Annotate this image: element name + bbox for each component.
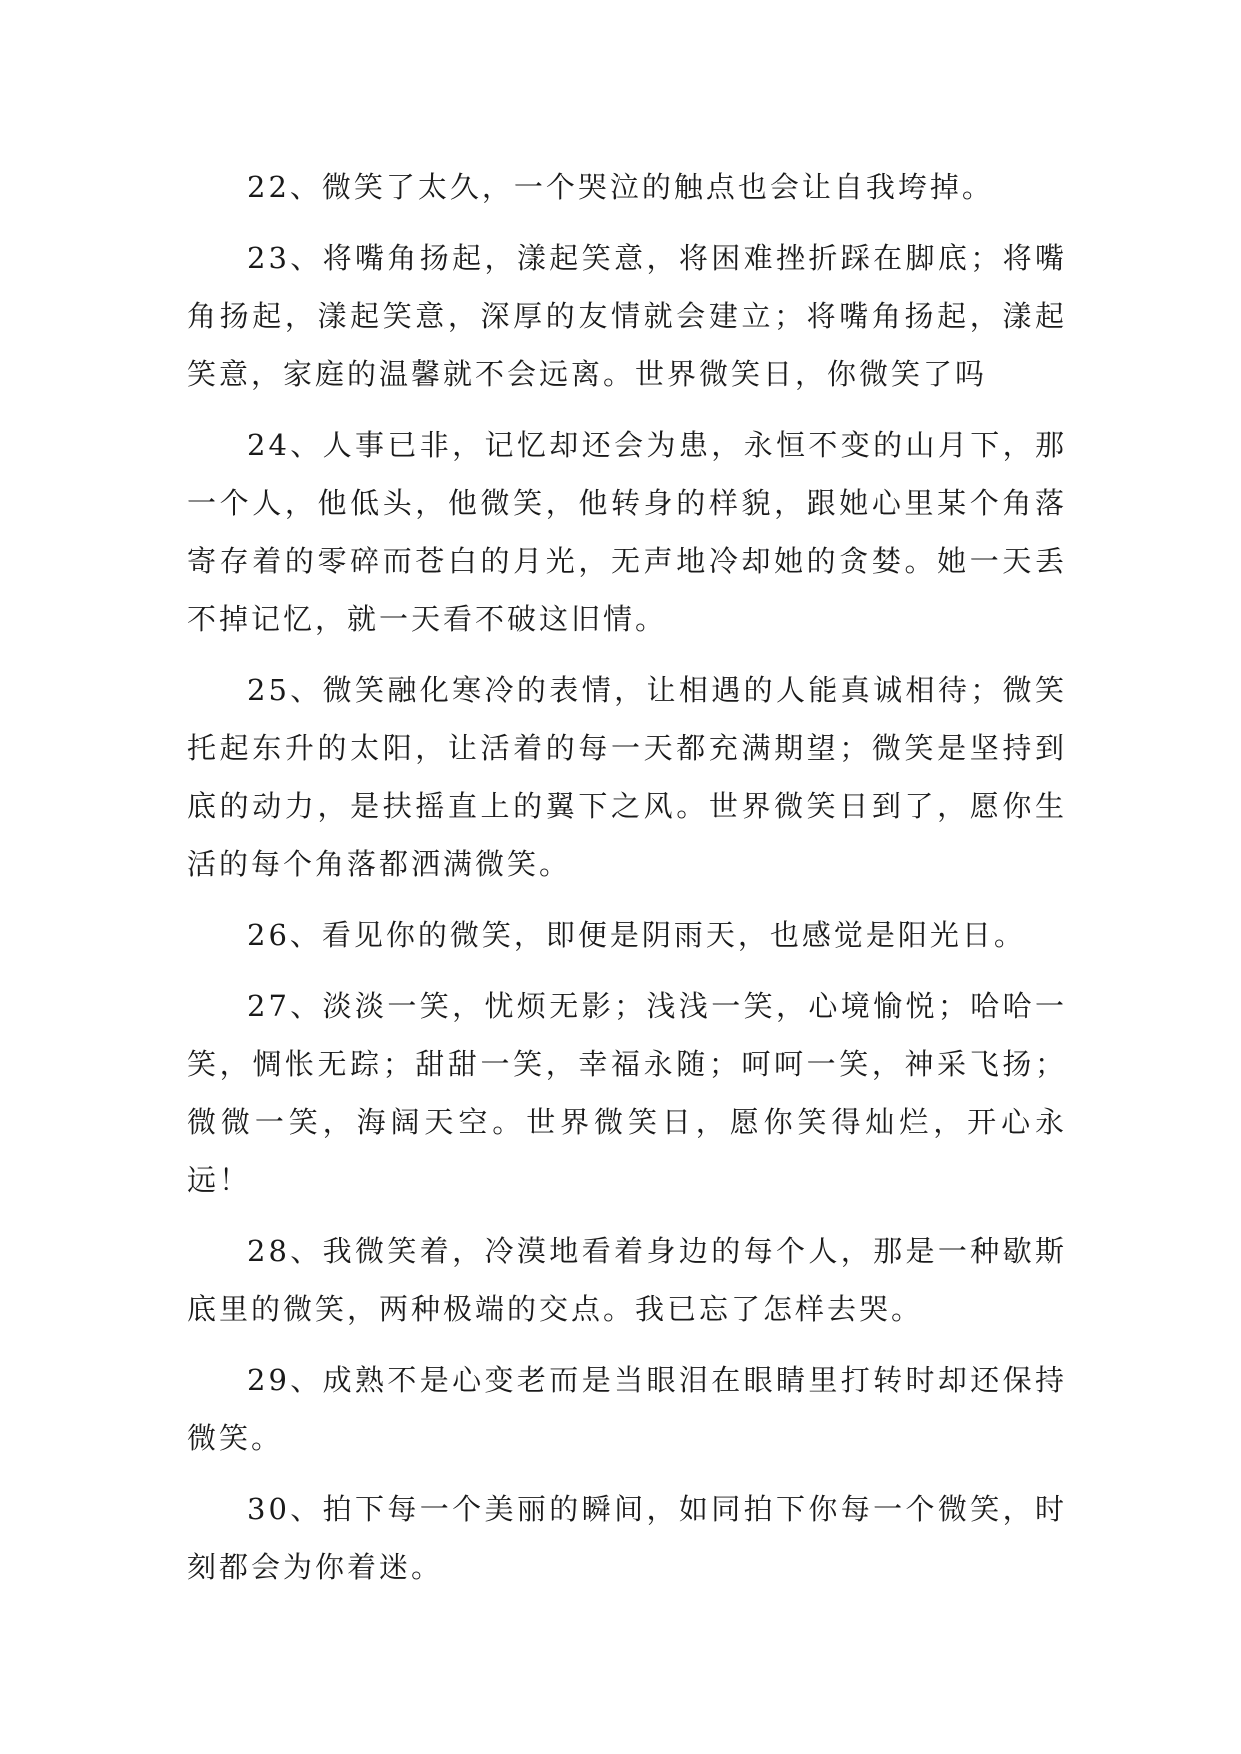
paragraph-22: 22、微笑了太久，一个哭泣的触点也会让自我垮掉。 <box>247 170 994 204</box>
paragraph-25: 25、微笑融化寒冷的表情，让相遇的人能真诚相待；微笑托起东升的太阳，让活着的每一天都充满期望；微笑是坚持到底的动力，是扶摇直上的翼下之风。世界微笑日到了，愿你生活的每个角落都洒满微笑。 <box>187 673 1067 881</box>
paragraph-30: 30、拍下每一个美丽的瞬间，如同拍下你每一个微笑，时刻都会为你着迷。 <box>187 1492 1067 1584</box>
document-body <box>187 158 1067 1609</box>
paragraph-27: 27、淡淡一笑，忧烦无影；浅浅一笑，心境愉悦；哈哈一笑，惆怅无踪；甜甜一笑，幸福永随；呵呵一笑，神采飞扬；微微一笑，海阔天空。世界微笑日，愿你笑得灿烂，开心永远！ <box>187 989 1067 1197</box>
paragraph-23: 23、将嘴角扬起，漾起笑意，将困难挫折踩在脚底；将嘴角扬起，漾起笑意，深厚的友情就会建立；将嘴角扬起，漾起笑意，家庭的温馨就不会远离。世界微笑日，你微笑了吗 <box>187 241 1067 391</box>
paragraph-29: 29、成熟不是心变老而是当眼泪在眼睛里打转时却还保持微笑。 <box>187 1363 1067 1455</box>
paragraph-24: 24、人事已非，记忆却还会为患，永恒不变的山月下，那一个人，他低头，他微笑，他转身的样貌，跟她心里某个角落寄存着的零碎而苍白的月光，无声地冷却她的贪婪。她一天丢不掉记忆，就一天看不破这旧情。 <box>187 428 1067 636</box>
paragraph-26: 26、看见你的微笑，即便是阴雨天，也感觉是阳光日。 <box>247 918 1026 952</box>
paragraph-28: 28、我微笑着，冷漠地看着身边的每个人，那是一种歇斯底里的微笑，两种极端的交点。我已忘了怎样去哭。 <box>187 1234 1067 1326</box>
